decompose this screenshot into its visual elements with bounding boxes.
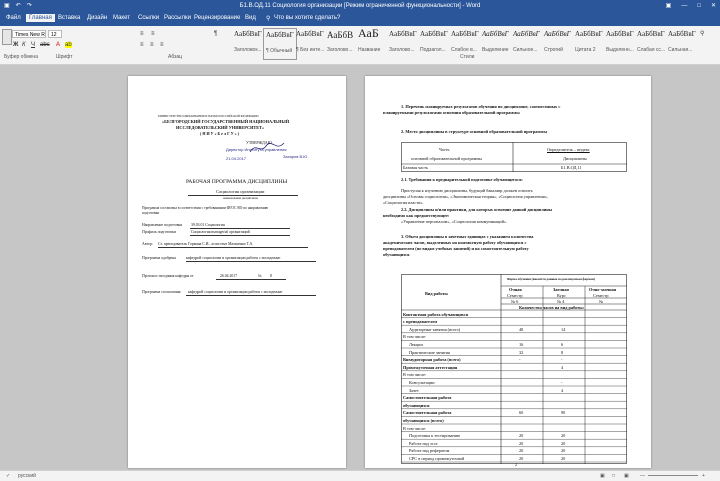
table2-qty-header: Количество часов на вид работы: xyxy=(519,305,585,310)
style-tile[interactable] xyxy=(232,28,266,60)
paste-button[interactable] xyxy=(2,29,12,45)
table-row-name: Контактная работа обучающихся xyxy=(403,311,469,317)
style-sample: АаБбВвГ xyxy=(266,31,294,39)
style-label: Заголовок... xyxy=(234,47,262,53)
align-left-button[interactable]: ≡ xyxy=(140,42,144,48)
agreed-value: кафедрой социологии и организации работы с молодежью xyxy=(188,290,283,294)
approve-date: 21.04.2017 xyxy=(226,156,247,161)
style-sample: АаБбВвГ xyxy=(668,30,696,38)
table-row-name: Аудиторные занятия (всего) xyxy=(409,326,461,332)
maximize-icon[interactable]: □ xyxy=(697,3,701,9)
language-indicator[interactable]: русский xyxy=(18,473,36,479)
direction-value: 39.03.01 Социология xyxy=(191,223,225,227)
discipline-name: Социология организации xyxy=(216,189,265,194)
style-tile[interactable] xyxy=(604,28,638,60)
profile-value: Социология managerial организаций xyxy=(191,230,250,234)
section-22-title-2: необходимо как предшествующее: xyxy=(383,213,450,218)
style-sample: АаБ xyxy=(358,26,379,40)
section-2-title: 2. Место дисциплины в структуре основной образовательной программы xyxy=(401,129,547,134)
table-row-value-full: 32 xyxy=(519,349,524,355)
section-21-text-1: Приступая к изучению дисциплины, будущий бакалавр должен освоить xyxy=(401,188,533,193)
table-row-name: Самостоятельная работа xyxy=(403,395,452,401)
style-sample: АаБбВвГ xyxy=(513,30,540,38)
approved-underline xyxy=(186,261,316,262)
tab-file[interactable]: Файл xyxy=(6,15,21,21)
document-page-left xyxy=(128,76,346,468)
find-icon[interactable]: ⚲ xyxy=(700,31,705,37)
style-tile[interactable] xyxy=(480,28,514,60)
document-page-right xyxy=(365,76,651,468)
table-row-value-part: 14 xyxy=(561,326,566,332)
tab-insert[interactable]: Вставка xyxy=(58,15,81,21)
tab-layout[interactable]: Макет xyxy=(113,15,130,21)
profile-label: Профиль подготовки xyxy=(142,230,176,234)
numbering-button[interactable]: ≡ xyxy=(151,31,155,37)
pilcrow-button[interactable]: ¶ xyxy=(214,31,218,37)
underline-button[interactable]: Ч xyxy=(31,42,35,48)
status-bar xyxy=(0,470,720,481)
style-sample: АаБбВвГ xyxy=(575,30,603,38)
section-1-title-2: планируемыми результатами освоения образовательной программы xyxy=(383,110,520,115)
table-row-value-full: 20 xyxy=(519,448,524,454)
protocol-no-label: № xyxy=(258,274,262,278)
table-row-value-part: 20 xyxy=(561,455,566,461)
author-label: Автор: xyxy=(142,242,153,246)
style-tile[interactable] xyxy=(542,28,576,60)
style-sample: АаБбВ xyxy=(327,30,354,40)
table-row-name: Зачет xyxy=(409,387,419,393)
bullets-button[interactable]: ≡ xyxy=(140,31,144,37)
tell-me-icon[interactable]: ⚲ xyxy=(266,16,271,22)
table-row-value-full: 16 xyxy=(519,341,524,347)
zoom-slider[interactable] xyxy=(648,475,698,476)
tab-view[interactable]: Вид xyxy=(245,15,256,21)
style-label: Слабая сс... xyxy=(637,47,666,53)
bold-button[interactable]: Ж xyxy=(13,42,19,48)
table-row-name: Консультации xyxy=(409,379,435,385)
table-row-name: Внеаудиторная работа (всего) xyxy=(403,357,461,363)
director-name: Захаров В.Ю. xyxy=(283,154,309,159)
highlight-button[interactable]: ab xyxy=(65,42,72,48)
table2-kurs: Курс xyxy=(557,293,566,298)
style-sample: АаБбВвГ xyxy=(451,30,479,38)
table1-header-index-2: Дисциплины xyxy=(563,156,587,161)
style-sample: АаБбВвГ xyxy=(296,30,324,38)
table-row-name: Самостоятельная работа xyxy=(403,410,452,416)
save-icon[interactable]: ▣ xyxy=(4,3,10,9)
style-label: Выделенн... xyxy=(606,47,634,53)
style-tile[interactable] xyxy=(573,28,607,60)
agreed-label: Программа согласована: xyxy=(142,290,182,294)
protocol-underline xyxy=(216,279,286,280)
tab-home[interactable]: Главная xyxy=(26,14,55,22)
style-sample: АаБбВвГ xyxy=(389,30,417,38)
redo-icon[interactable]: ↷ xyxy=(26,3,32,9)
approved-value: кафедрой социологии и организации работы с молодежью xyxy=(186,256,281,260)
table1-header-index: Определитель – индекс xyxy=(547,147,590,152)
section-3-title: 3. Объем дисциплины в зачетных единицах с указанием количества xyxy=(401,234,534,239)
ribbon xyxy=(0,26,720,65)
style-tile[interactable] xyxy=(294,28,328,60)
tab-references[interactable]: Ссылки xyxy=(138,15,160,21)
table1-header-part-2: основной образовательной программы xyxy=(411,156,482,161)
table-row-value-part: 4 xyxy=(561,364,564,370)
table-row-value-part: 20 xyxy=(561,433,566,439)
section-21-text-3: «Социология власти». xyxy=(383,200,424,205)
strikethrough-button[interactable]: abc xyxy=(40,42,50,48)
table2-no-1: № 6 xyxy=(511,299,519,304)
section-3-title-4: обучающихся xyxy=(383,252,410,257)
style-sample: АаБбВвГ xyxy=(482,30,509,38)
table-row-value-full: 20 xyxy=(519,433,524,439)
university-header-2: ИССЛЕДОВАТЕЛЬСКИЙ УНИВЕРСИТЕТ» xyxy=(176,125,265,130)
table-row-name: Промежуточная аттестация xyxy=(403,364,458,370)
table-row-value-part: 20 xyxy=(561,448,566,454)
section-1-title: 1. Перечень планируемых результатов обучения по дисциплине, соотнесенных с xyxy=(401,104,561,109)
table2-header-forma: Форма обучения (вносятся данные по реализуемым формам) xyxy=(507,277,596,281)
style-tile[interactable] xyxy=(635,28,669,60)
table2-no-3: № xyxy=(599,299,604,304)
style-tile[interactable] xyxy=(387,28,421,60)
style-label: ¶ Обычный xyxy=(266,48,293,54)
style-sample: АаБбВвГ xyxy=(637,30,665,38)
table-row-value-full: 60 xyxy=(519,410,524,416)
approve-label: УТВЕРЖДАЮ xyxy=(246,140,272,145)
print-layout-icon[interactable]: □ xyxy=(612,473,616,479)
table-row-name: с преподавателем xyxy=(403,319,438,325)
table-row-value-full: - xyxy=(519,357,521,363)
program-line-1: Программа составлена в соответствии с требованиями ФГОС ВО по направлению xyxy=(142,206,269,210)
style-label: Подзагол... xyxy=(420,47,446,53)
page-number: 2 xyxy=(515,462,517,467)
style-label: Название xyxy=(358,47,381,53)
direction-underline xyxy=(190,228,290,229)
table-row-name: обучающихся xyxy=(403,402,430,408)
window-controls xyxy=(666,0,716,12)
zoom-in-icon[interactable]: + xyxy=(702,473,705,479)
agreed-underline xyxy=(186,295,316,296)
program-line-2: подготовки xyxy=(142,211,160,215)
style-tile[interactable] xyxy=(666,28,700,60)
style-sample: АаБбВвГ xyxy=(544,30,571,38)
zoom-out-icon[interactable]: — xyxy=(640,473,645,479)
read-mode-icon[interactable]: ▣ xyxy=(600,473,605,479)
table-row-value-part: 6 xyxy=(561,341,564,347)
table2-sem-3: Семестр xyxy=(593,293,609,298)
style-tile[interactable] xyxy=(356,28,390,60)
university-header: «БЕЛГОРОДСКИЙ ГОСУДАРСТВЕННЫЙ НАЦИОНАЛЬНЫЙ xyxy=(162,119,290,124)
style-label: Заголово... xyxy=(389,47,415,53)
table-row-name: Практические занятия xyxy=(409,349,450,355)
discipline-note: наименование дисциплины xyxy=(223,196,258,200)
section-22-text: «Управление персоналом», «Социология коммуникаций». xyxy=(401,219,508,224)
protocol-no: 8 xyxy=(270,274,272,278)
style-label: Строгий xyxy=(544,47,563,53)
ministry-header: МИНИСТЕРСТВО ОБРАЗОВАНИЯ И НАУКИ РОССИЙСКОЙ ФЕДЕРАЦИИ xyxy=(158,114,259,118)
style-label: Заголово... xyxy=(327,47,353,53)
table-row-name: Лекции xyxy=(409,341,423,347)
table-row-value-full: 20 xyxy=(519,455,524,461)
table-row-name: В том числе: xyxy=(403,425,427,431)
table-row-name: В том числе: xyxy=(403,372,427,378)
author-underline xyxy=(158,247,308,248)
tab-mailings[interactable]: Рассылки xyxy=(164,15,191,21)
font-color-button[interactable]: A xyxy=(56,42,61,48)
table-row-name: СРС в период промежуточной xyxy=(409,455,465,461)
style-tile[interactable] xyxy=(263,28,297,60)
style-tile[interactable] xyxy=(325,28,359,60)
table-row-value-part: 4 xyxy=(561,387,564,393)
table-row-name: Работа над рефератом xyxy=(409,448,450,454)
table-row-name: Работа над эссе xyxy=(409,440,438,446)
university-abbr: ( Н И У « Б е л Г У » ) xyxy=(200,131,239,136)
approved-label: Программа одобрена xyxy=(142,256,176,260)
table1-row-index: Б1.В.ОД.11 xyxy=(561,165,582,170)
title-bar xyxy=(0,0,720,12)
style-sample: АаБбВвГ xyxy=(606,30,634,38)
ribbon-tabs xyxy=(0,12,720,26)
minimize-icon[interactable]: — xyxy=(681,3,688,9)
table2-col-part: Заочная xyxy=(553,287,569,292)
close-icon[interactable]: ✕ xyxy=(710,3,716,9)
table-row-value-part: - xyxy=(561,379,563,385)
direction-label: Направление подготовки xyxy=(142,223,183,227)
table-row-name: обучающихся (всего) xyxy=(403,417,444,423)
director-label: Директор Института управления xyxy=(226,147,287,152)
protocol-label: Протокол заседания кафедры от xyxy=(142,274,194,278)
section-3-title-2: академических часов, выделенных на контактную работу обучающихся с xyxy=(383,240,527,245)
table2-col-full: Очная xyxy=(509,287,522,292)
align-justify-button[interactable]: ≡ xyxy=(160,42,164,48)
window-title: Б1.В.ОД.11 Социология организации [Режим ограниченной функциональности] - Word xyxy=(239,3,481,9)
group-styles-label: Стили xyxy=(460,54,475,60)
ribbon-options-icon[interactable]: ▣ xyxy=(665,3,672,9)
style-tile[interactable] xyxy=(418,28,452,60)
table1-row-part: Базовая часть xyxy=(403,165,428,170)
group-paragraph-label: Абзац xyxy=(168,54,183,60)
section-21-title: 2.1. Требования к предварительной подготовке обучающегося: xyxy=(401,177,523,182)
style-label: ¶ Без инте... xyxy=(296,47,325,53)
protocol-date: 26.04.2017 xyxy=(220,274,238,278)
style-sample: АаБбВвГ xyxy=(420,30,448,38)
italic-button[interactable]: К xyxy=(22,42,26,48)
style-tile[interactable] xyxy=(449,28,483,60)
tell-me-input[interactable]: Что вы хотите сделать? xyxy=(274,15,341,21)
table-row-value-full: 48 xyxy=(519,326,524,332)
style-label: Цитата 2 xyxy=(575,47,596,53)
style-sample: АаБбВвГ xyxy=(234,30,262,38)
style-label: Сильная... xyxy=(668,47,693,53)
spellcheck-icon[interactable]: ✓ xyxy=(6,473,11,479)
signature-image xyxy=(248,140,288,156)
profile-underline xyxy=(190,235,290,236)
tab-review[interactable]: Рецензирование xyxy=(194,15,241,21)
table-row-value-full: 20 xyxy=(519,440,524,446)
table-row-value-part: - xyxy=(561,357,563,363)
table2-no-2: № 4 xyxy=(557,299,565,304)
table-row-value-part: 8 xyxy=(561,349,564,355)
table-row-name: В том числе: xyxy=(403,334,427,340)
style-label: Выделение xyxy=(482,47,509,53)
section-22-title: 2.2. Дисциплины и/или практики, для которых освоение данной дисциплины xyxy=(401,207,553,212)
style-label: Сильное... xyxy=(513,47,538,53)
undo-icon[interactable]: ↶ xyxy=(15,3,21,9)
align-center-button[interactable]: ≡ xyxy=(150,42,154,48)
section-3-title-3: преподавателем (по видам учебных занятий) и на самостоятельную работу xyxy=(383,246,529,251)
document-title: РАБОЧАЯ ПРОГРАММА ДИСЦИПЛИНЫ xyxy=(186,179,288,185)
section-21-text-2: дисциплины «Основы социологии», «Экономическая теория», «Социология управления», xyxy=(383,194,548,199)
web-layout-icon[interactable]: ▣ xyxy=(624,473,629,479)
group-clipboard-label: Буфер обмена xyxy=(4,54,38,60)
table-row-name: Подготовка к тестированию xyxy=(409,433,461,439)
font-name-select[interactable]: Times New R xyxy=(12,30,46,38)
table1-header-part: Часть xyxy=(439,147,450,152)
style-tile[interactable] xyxy=(511,28,545,60)
table2-sem-1: Семестр xyxy=(507,293,523,298)
tab-design[interactable]: Дизайн xyxy=(87,15,108,21)
table-row-value-part: 20 xyxy=(561,440,566,446)
group-font-label: Шрифт xyxy=(56,54,73,60)
table2-col-mixed: Очно-заочная xyxy=(589,287,617,292)
style-label: Слабое в... xyxy=(451,47,477,53)
table-row-value-part: 90 xyxy=(561,410,566,416)
font-size-select[interactable]: 12 xyxy=(48,30,62,38)
table2-header-vid: Вид работы xyxy=(425,291,448,296)
author-value: Ст. преподаватель Горкина С.И., ассистент Мальченко Т.А. xyxy=(158,242,254,246)
